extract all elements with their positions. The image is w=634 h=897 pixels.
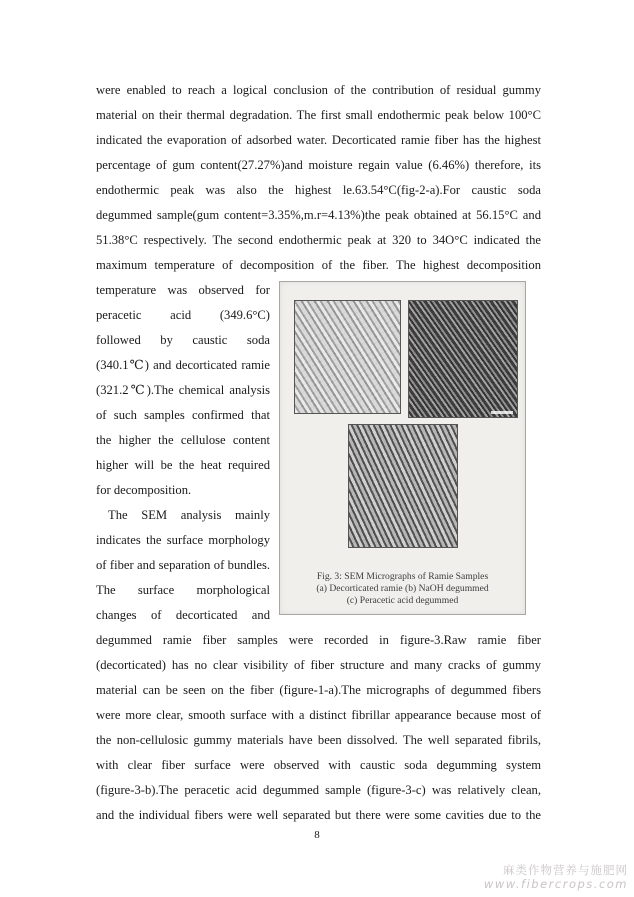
figure-caption-subtitle: (c) Peracetic acid degummed bbox=[346, 595, 459, 606]
text-line: with clear fiber surface were observed with caustic soda degumming system bbox=[96, 758, 541, 772]
sem-figure bbox=[279, 281, 526, 615]
watermark-url: www.fibercrops.com bbox=[483, 877, 628, 891]
text-line: degummed sample(gum content=3.35%,m.r=4.13%)the peak obtained at 56.15°C and bbox=[96, 208, 541, 222]
page-number: 8 bbox=[314, 829, 320, 841]
text-line: higher will be the heat required bbox=[96, 458, 270, 472]
text-line: the non-cellulosic gummy materials have been dissolved. The well separated fibrils, bbox=[96, 733, 541, 747]
text-line: temperature was observed for bbox=[96, 283, 270, 297]
text-line: indicates the surface morphology bbox=[96, 533, 270, 547]
figure-caption-title: Fig. 3: SEM Micrographs of Ramie Samples bbox=[316, 571, 489, 582]
text-line: of such samples confirmed that bbox=[96, 408, 270, 422]
text-line: were more clear, smooth surface with a distinct fibrillar appearance because most of bbox=[96, 708, 541, 722]
text-line: 51.38°C respectively. The second endothermic peak at 320 to 34O°C indicated the bbox=[96, 233, 541, 247]
text-line: The SEM analysis mainly bbox=[108, 508, 270, 522]
text-line: (decorticated) has no clear visibility of fiber structure and many cracks of gummy bbox=[96, 658, 541, 672]
scale-bar bbox=[491, 411, 513, 414]
text-line: maximum temperature of decomposition of the fiber. The highest decomposition bbox=[96, 258, 541, 272]
text-line: The surface morphological bbox=[96, 583, 270, 597]
watermark-chinese-text: 麻类作物营养与施肥网 bbox=[503, 863, 628, 877]
text-line: endothermic peak was also the highest le.63.54°C(fig-2-a).For caustic soda bbox=[96, 183, 541, 197]
sem-micrograph-peracetic bbox=[348, 424, 458, 548]
text-line: material can be seen on the fiber (figure-1-a).The micrographs of degummed fibers bbox=[96, 683, 541, 697]
text-line: changes of decorticated and bbox=[96, 608, 270, 622]
sem-micrograph-decorticated bbox=[294, 300, 401, 414]
text-line: of fiber and separation of bundles. bbox=[96, 558, 270, 572]
sem-micrograph-naoh bbox=[408, 300, 518, 418]
text-line: percentage of gum content(27.27%)and moisture regain value (6.46%) therefore, its bbox=[96, 158, 541, 172]
text-line: degummed ramie fiber samples were recorded in figure-3.Raw ramie fiber bbox=[96, 633, 541, 647]
text-line: (321.2℃).The chemical analysis bbox=[96, 383, 270, 397]
text-line: followed by caustic soda bbox=[96, 333, 270, 347]
text-line: for decomposition. bbox=[96, 483, 192, 497]
text-line: indicated the evaporation of adsorbed water. Decorticated ramie fiber has the highest bbox=[96, 133, 541, 147]
text-line: (figure-3-b).The peracetic acid degummed sample (figure-3-c) was relatively clean, bbox=[96, 783, 541, 797]
text-line: and the individual fibers were well separated but there were some cavities due to the bbox=[96, 808, 541, 822]
text-line: (340.1℃) and decorticated ramie bbox=[96, 358, 270, 372]
text-line: material on their thermal degradation. The first small endothermic peak below 100°C bbox=[96, 108, 541, 122]
figure-caption-subtitle: (a) Decorticated ramie (b) NaOH degummed bbox=[316, 583, 489, 594]
text-line: peracetic acid (349.6°C) bbox=[96, 308, 270, 322]
text-line: were enabled to reach a logical conclusion of the contribution of residual gummy bbox=[96, 83, 541, 97]
watermark bbox=[484, 863, 628, 891]
text-line: the higher the cellulose content bbox=[96, 433, 270, 447]
